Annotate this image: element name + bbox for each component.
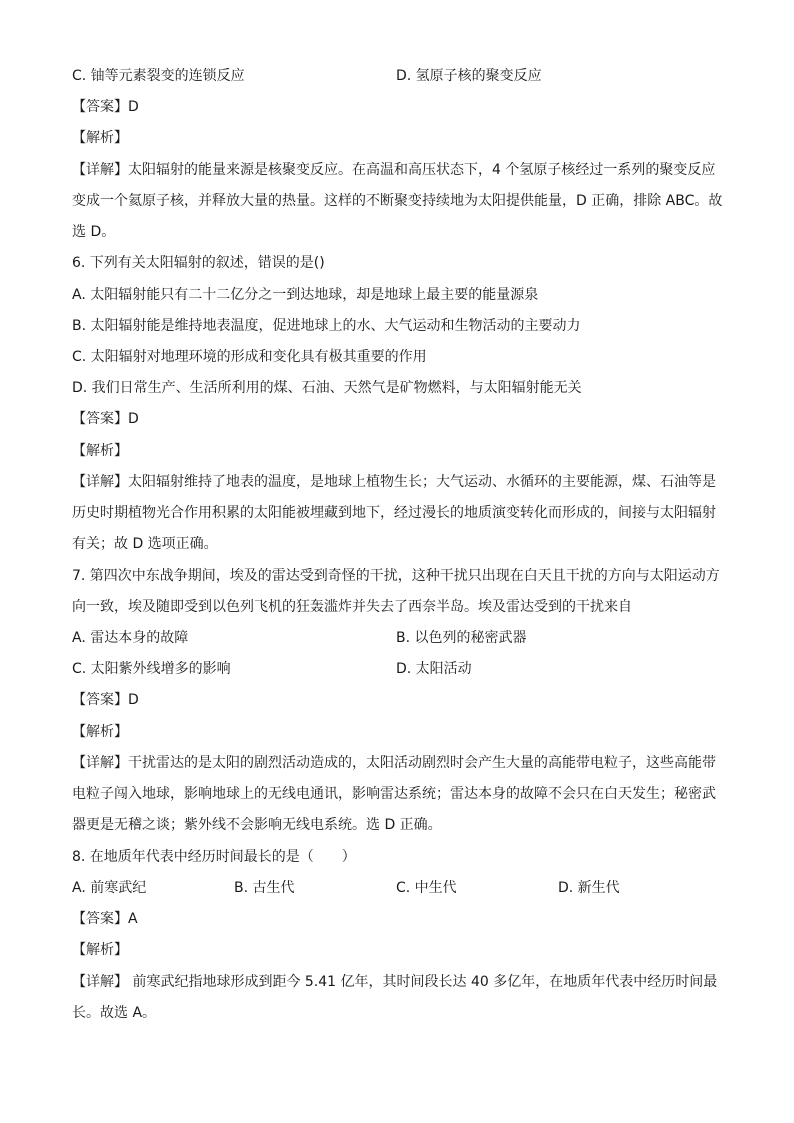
- q7-stem-line2: 向一致，埃及随即受到以色列飞机的狂轰滥炸并失去了西奈半岛。埃及雷达受到的干扰来自: [72, 599, 632, 615]
- q8-stem: 8. 在地质年代表中经历时间最长的是（ ）: [72, 849, 356, 865]
- q8-analysis-label: 【解析】: [72, 942, 128, 958]
- q5-detail-line3: 选 D。: [72, 224, 116, 240]
- q6-option-d: D. 我们日常生产、生活所利用的煤、石油、天然气是矿物燃料，与太阳辐射能无关: [72, 380, 582, 396]
- q6-detail-line1: 【详解】太阳辐射维持了地表的温度，是地球上植物生长；大气运动、水循环的主要能源，煤、石油等是: [72, 474, 716, 490]
- q7-detail-line2: 电粒子闯入地球，影响地球上的无线电通讯，影响雷达系统；雷达本身的故障不会只在白天发生；秘密武: [72, 786, 716, 802]
- q8-option-c: C. 中生代: [396, 880, 457, 896]
- q5-option-c: C. 铀等元素裂变的连锁反应: [72, 68, 245, 84]
- q8-option-a: A. 前寒武纪: [72, 880, 147, 896]
- q6-analysis-label: 【解析】: [72, 443, 128, 459]
- q7-detail-line3: 器更是无稽之谈；紫外线不会影响无线电系统。选 D 正确。: [72, 817, 442, 833]
- q6-detail-line3: 有关；故 D 选项正确。: [72, 536, 218, 552]
- q8-option-b: B. 古生代: [234, 880, 295, 896]
- q7-option-a: A. 雷达本身的故障: [72, 630, 189, 646]
- q8-answer: 【答案】A: [72, 911, 138, 927]
- q5-detail-line1: 【详解】太阳辐射的能量来源是核聚变反应。在高温和高压状态下，4 个氢原子核经过一系列的聚变反应: [72, 162, 716, 178]
- q8-option-d: D. 新生代: [558, 880, 620, 896]
- q5-analysis-label: 【解析】: [72, 130, 128, 146]
- q6-option-a: A. 太阳辐射能只有二十二亿分之一到达地球，却是地球上最主要的能量源泉: [72, 287, 539, 303]
- q6-option-b: B. 太阳辐射能是维持地表温度，促进地球上的水、大气运动和生物活动的主要动力: [72, 318, 581, 334]
- q7-option-d: D. 太阳活动: [396, 661, 472, 677]
- q7-option-b: B. 以色列的秘密武器: [396, 630, 527, 646]
- q7-stem-line1: 7. 第四次中东战争期间，埃及的雷达受到奇怪的干扰，这种干扰只出现在白天且干扰的方向与太阳运动方: [72, 568, 720, 584]
- q7-option-c: C. 太阳紫外线增多的影响: [72, 661, 231, 677]
- q5-answer: 【答案】D: [72, 99, 139, 115]
- q7-answer: 【答案】D: [72, 692, 139, 708]
- q6-detail-line2: 历史时期植物光合作用积累的太阳能被埋藏到地下，经过漫长的地质演变转化而形成的，间接与太阳辐射: [72, 505, 716, 521]
- q5-option-d: D. 氢原子核的聚变反应: [396, 68, 542, 84]
- q7-analysis-label: 【解析】: [72, 724, 128, 740]
- q7-detail-line1: 【详解】干扰雷达的是太阳的剧烈活动造成的，太阳活动剧烈时会产生大量的高能带电粒子，这些高能带: [72, 755, 716, 771]
- q8-detail-line2: 长。故选 A。: [72, 1005, 157, 1021]
- q8-detail-line1: 【详解】 前寒武纪指地球形成到距今 5.41 亿年，其时间段长达 40 多亿年，在地质年代表中经历时间最: [72, 974, 718, 990]
- q6-answer: 【答案】D: [72, 411, 139, 427]
- q6-stem: 6. 下列有关太阳辐射的叙述，错误的是(): [72, 255, 325, 271]
- q6-option-c: C. 太阳辐射对地理环境的形成和变化具有极其重要的作用: [72, 349, 427, 365]
- q5-detail-line2: 变成一个氦原子核，并释放大量的热量。这样的不断聚变持续地为太阳提供能量，D 正确，排除 ABC。故: [72, 193, 723, 209]
